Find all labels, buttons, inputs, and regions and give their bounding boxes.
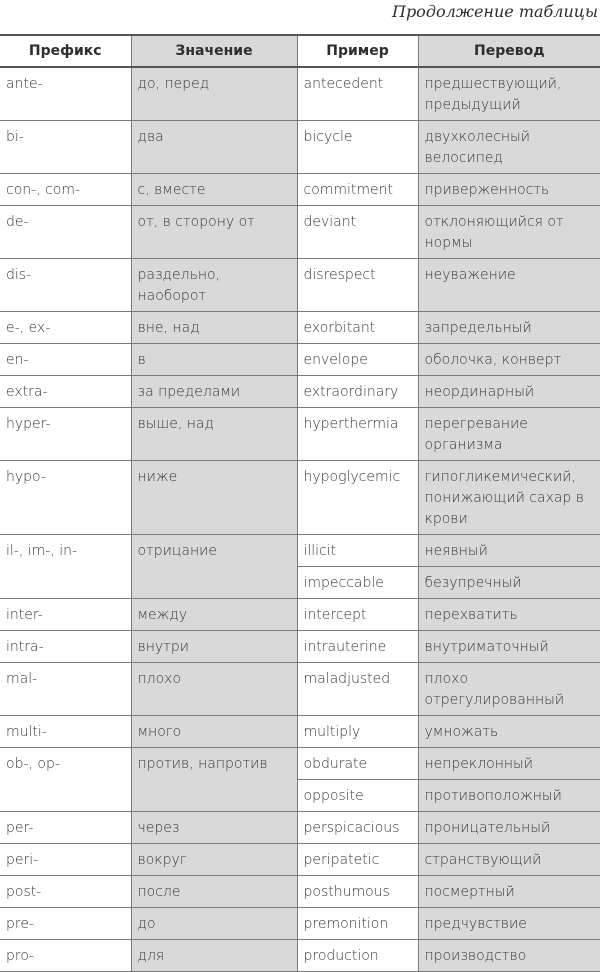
example-cell: obdurate bbox=[297, 748, 418, 780]
meaning-cell: внутри bbox=[131, 631, 297, 663]
meaning-cell: отрицание bbox=[131, 535, 297, 599]
example-cell: commitment bbox=[297, 174, 418, 206]
translation-cell: неявный bbox=[418, 535, 600, 567]
header-prefix: Префикс bbox=[0, 35, 131, 67]
example-cell: posthumous bbox=[297, 876, 418, 908]
meaning-cell: с, вместе bbox=[131, 174, 297, 206]
example-cell: production bbox=[297, 940, 418, 972]
meaning-cell: много bbox=[131, 716, 297, 748]
meaning-cell: два bbox=[131, 121, 297, 174]
example-cell: extraordinary bbox=[297, 376, 418, 408]
translation-cell: внутриматочный bbox=[418, 631, 600, 663]
meaning-cell: плохо bbox=[131, 663, 297, 716]
meaning-cell: ниже bbox=[131, 461, 297, 535]
example-cell: maladjusted bbox=[297, 663, 418, 716]
meaning-cell: против, напротив bbox=[131, 748, 297, 812]
prefix-cell: ante- bbox=[0, 67, 131, 121]
table-row bbox=[0, 812, 600, 844]
translation-cell: приверженность bbox=[418, 174, 600, 206]
prefix-table bbox=[0, 34, 600, 972]
example-cell: intrauterine bbox=[297, 631, 418, 663]
meaning-cell: за пределами bbox=[131, 376, 297, 408]
example-cell: peripatetic bbox=[297, 844, 418, 876]
table-row bbox=[0, 312, 600, 344]
example-cell: exorbitant bbox=[297, 312, 418, 344]
prefix-cell: intra- bbox=[0, 631, 131, 663]
example-cell: bicycle bbox=[297, 121, 418, 174]
translation-cell: производство bbox=[418, 940, 600, 972]
translation-cell: перегревание организма bbox=[418, 408, 600, 461]
meaning-cell: через bbox=[131, 812, 297, 844]
table-row bbox=[0, 599, 600, 631]
prefix-cell: hypo- bbox=[0, 461, 131, 535]
example-cell: intercept bbox=[297, 599, 418, 631]
translation-cell: неординарный bbox=[418, 376, 600, 408]
prefix-cell: extra- bbox=[0, 376, 131, 408]
table-row bbox=[0, 461, 600, 535]
example-cell: perspicacious bbox=[297, 812, 418, 844]
translation-cell: безупречный bbox=[418, 567, 600, 599]
translation-cell: запредельный bbox=[418, 312, 600, 344]
translation-cell: предшествующий, предыдущий bbox=[418, 67, 600, 121]
example-cell: disrespect bbox=[297, 259, 418, 312]
prefix-cell: en- bbox=[0, 344, 131, 376]
translation-cell: проницательный bbox=[418, 812, 600, 844]
prefix-cell: pro- bbox=[0, 940, 131, 972]
meaning-cell: вне, над bbox=[131, 312, 297, 344]
translation-cell: противоположный bbox=[418, 780, 600, 812]
example-cell: antecedent bbox=[297, 67, 418, 121]
translation-cell: плохо отрегулированный bbox=[418, 663, 600, 716]
translation-cell: неуважение bbox=[418, 259, 600, 312]
meaning-cell: от, в сторону от bbox=[131, 206, 297, 259]
example-cell: illicit bbox=[297, 535, 418, 567]
meaning-cell: в bbox=[131, 344, 297, 376]
table-row bbox=[0, 876, 600, 908]
table-row bbox=[0, 663, 600, 716]
translation-cell: странствующий bbox=[418, 844, 600, 876]
meaning-cell: до, перед bbox=[131, 67, 297, 121]
table-row bbox=[0, 121, 600, 174]
prefix-cell: per- bbox=[0, 812, 131, 844]
prefix-cell: e-, ex- bbox=[0, 312, 131, 344]
prefix-cell: peri- bbox=[0, 844, 131, 876]
header-row bbox=[0, 35, 600, 67]
table-row bbox=[0, 174, 600, 206]
table-row bbox=[0, 206, 600, 259]
meaning-cell: раздельно, наоборот bbox=[131, 259, 297, 312]
table-caption: Продолжение таблицы bbox=[391, 2, 598, 21]
table-row bbox=[0, 748, 600, 780]
prefix-cell: inter- bbox=[0, 599, 131, 631]
prefix-cell: dis- bbox=[0, 259, 131, 312]
prefix-cell: hyper- bbox=[0, 408, 131, 461]
header-translation: Перевод bbox=[418, 35, 600, 67]
prefix-cell: bi- bbox=[0, 121, 131, 174]
prefix-cell: pre- bbox=[0, 908, 131, 940]
translation-cell: посмертный bbox=[418, 876, 600, 908]
meaning-cell: вокруг bbox=[131, 844, 297, 876]
meaning-cell: выше, над bbox=[131, 408, 297, 461]
prefix-cell: ob-, op- bbox=[0, 748, 131, 812]
example-cell: envelope bbox=[297, 344, 418, 376]
table-row bbox=[0, 344, 600, 376]
example-cell: multiply bbox=[297, 716, 418, 748]
translation-cell: отклоняющийся от нормы bbox=[418, 206, 600, 259]
translation-cell: гипогликемический, понижающий сахар в крови bbox=[418, 461, 600, 535]
table-row bbox=[0, 535, 600, 567]
translation-cell: двухколесный велосипед bbox=[418, 121, 600, 174]
prefix-cell: multi- bbox=[0, 716, 131, 748]
prefix-cell: mal- bbox=[0, 663, 131, 716]
table-row bbox=[0, 408, 600, 461]
meaning-cell: для bbox=[131, 940, 297, 972]
example-cell: impeccable bbox=[297, 567, 418, 599]
prefix-cell: il-, im-, in- bbox=[0, 535, 131, 599]
translation-cell: оболочка, конверт bbox=[418, 344, 600, 376]
translation-cell: умножать bbox=[418, 716, 600, 748]
translation-cell: перехватить bbox=[418, 599, 600, 631]
meaning-cell: после bbox=[131, 876, 297, 908]
meaning-cell: между bbox=[131, 599, 297, 631]
table-row bbox=[0, 631, 600, 663]
prefix-cell: post- bbox=[0, 876, 131, 908]
table-header bbox=[0, 35, 600, 67]
translation-cell: предчувствие bbox=[418, 908, 600, 940]
header-example: Пример bbox=[297, 35, 418, 67]
example-cell: premonition bbox=[297, 908, 418, 940]
table-row bbox=[0, 908, 600, 940]
example-cell: hyperthermia bbox=[297, 408, 418, 461]
table-row bbox=[0, 67, 600, 121]
table-row bbox=[0, 940, 600, 972]
table-row bbox=[0, 844, 600, 876]
translation-cell: непреклонный bbox=[418, 748, 600, 780]
prefix-cell: de- bbox=[0, 206, 131, 259]
table-row bbox=[0, 259, 600, 312]
table-body bbox=[0, 67, 600, 972]
example-cell: opposite bbox=[297, 780, 418, 812]
table-row bbox=[0, 376, 600, 408]
prefix-cell: con-, com- bbox=[0, 174, 131, 206]
meaning-cell: до bbox=[131, 908, 297, 940]
header-meaning: Значение bbox=[131, 35, 297, 67]
example-cell: deviant bbox=[297, 206, 418, 259]
example-cell: hypoglycemic bbox=[297, 461, 418, 535]
table-row bbox=[0, 716, 600, 748]
